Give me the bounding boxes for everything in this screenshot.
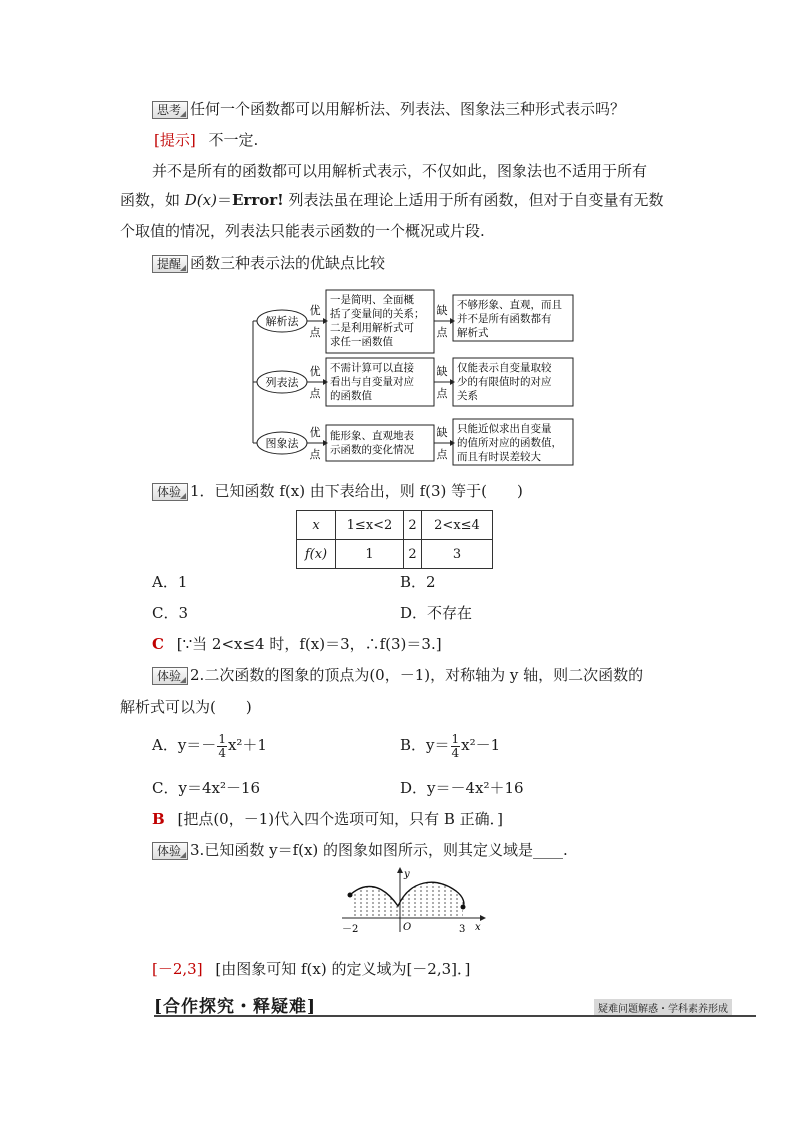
think-para-line3: 个取值的情况，列表法只能表示函数的一个概况或片段. bbox=[120, 222, 485, 240]
svg-text:求任一函数值: 求任一函数值 bbox=[330, 336, 393, 348]
svg-text:一是简明、全面概: 一是简明、全面概 bbox=[330, 294, 414, 306]
ex3-stem: 体验 3.已知函数 y＝f(x) 的图象如图所示，则其定义域是____. bbox=[152, 840, 568, 860]
svg-text:而且有时误差较大: 而且有时误差较大 bbox=[457, 451, 541, 463]
svg-text:仅能表示自变量取较: 仅能表示自变量取较 bbox=[457, 362, 552, 374]
ex1-option-d: D．不存在 bbox=[400, 604, 473, 622]
table-row: f(x) 1 2 3 bbox=[297, 540, 493, 569]
svg-text:括了变量间的关系；: 括了变量间的关系； bbox=[330, 308, 425, 320]
ex1-option-b: B．2 bbox=[400, 573, 436, 591]
ex2-answer: B [把点(0，－1)代入四个选项可知，只有 B 正确．] bbox=[152, 810, 504, 828]
think-question: 思考 任何一个函数都可以用解析法、列表法、图象法三种形式表示吗？ bbox=[152, 99, 625, 119]
svg-text:点: 点 bbox=[309, 387, 321, 400]
svg-text:不够形象、直观，而且: 不够形象、直观，而且 bbox=[457, 299, 562, 311]
domain-graph bbox=[340, 866, 490, 938]
svg-text:缺: 缺 bbox=[436, 426, 448, 439]
section-title: [合作探究・释疑难] bbox=[154, 997, 317, 1017]
svg-text:优: 优 bbox=[309, 365, 321, 378]
svg-text:O: O bbox=[403, 922, 412, 933]
remind-title: 提醒 函数三种表示法的优缺点比较 bbox=[152, 253, 385, 273]
ex1-tag: 体验 bbox=[152, 483, 188, 501]
ex2-stem-line1: 体验 2.二次函数的图象的顶点为(0，－1)，对称轴为 y 轴，则二次函数的 bbox=[152, 665, 643, 685]
table-row: x 1≤x<2 2 2<x≤4 bbox=[297, 511, 493, 540]
ex1-answer: C [∵当 2<x≤4 时，f(x)＝3，∴f(3)＝3.] bbox=[152, 635, 442, 653]
ex2-tag: 体验 bbox=[152, 667, 188, 685]
svg-text:－2: －2 bbox=[342, 924, 359, 935]
svg-text:点: 点 bbox=[436, 387, 448, 400]
section-rule bbox=[154, 1015, 756, 1017]
svg-text:关系: 关系 bbox=[457, 390, 478, 402]
svg-text:示函数的变化情况: 示函数的变化情况 bbox=[330, 444, 414, 456]
svg-text:缺: 缺 bbox=[436, 304, 448, 317]
ex2-option-b: B．y＝ $\frac{1}{4}$ x²－1 bbox=[400, 731, 501, 760]
ex3-tag: 体验 bbox=[152, 842, 188, 860]
svg-text:x: x bbox=[475, 922, 481, 933]
svg-text:的函数值: 的函数值 bbox=[330, 390, 372, 402]
svg-text:不需计算可以直接: 不需计算可以直接 bbox=[330, 362, 414, 374]
ex2-option-d: D．y＝－4x²＋16 bbox=[400, 779, 524, 797]
right-endpoint bbox=[461, 905, 466, 910]
think-para-line1: 并不是所有的函数都可以用解析式表示，不仅如此，图象法也不适用于所有 bbox=[152, 162, 648, 180]
section-hint: 疑难问题解惑・学科素养形成 bbox=[594, 999, 732, 1016]
svg-text:y: y bbox=[404, 869, 410, 880]
ex3-answer: [－2,3] [由图象可知 f(x) 的定义域为[－2,3]．] bbox=[152, 960, 471, 978]
svg-text:点: 点 bbox=[436, 326, 448, 339]
svg-text:优: 优 bbox=[309, 304, 321, 317]
think-hint: [提示] 不一定. bbox=[154, 131, 259, 149]
svg-text:缺: 缺 bbox=[436, 365, 448, 378]
svg-text:点: 点 bbox=[436, 448, 448, 461]
svg-text:能形象、直观地表: 能形象、直观地表 bbox=[330, 430, 414, 442]
method-name-analytic: 解析法 bbox=[265, 315, 299, 328]
svg-text:并不是所有函数都有: 并不是所有函数都有 bbox=[457, 313, 552, 325]
ex2-option-c: C．y＝4x²－16 bbox=[152, 779, 261, 797]
svg-text:二是利用解析式可: 二是利用解析式可 bbox=[330, 322, 414, 334]
svg-text:点: 点 bbox=[309, 448, 321, 461]
ex1-stem: 体验 1．已知函数 f(x) 由下表给出，则 f(3) 等于( ) bbox=[152, 481, 523, 501]
ex1-option-c: C．3 bbox=[152, 604, 189, 622]
comparison-diagram bbox=[0, 0, 794, 480]
left-endpoint bbox=[348, 893, 353, 898]
remind-tag: 提醒 bbox=[152, 255, 188, 273]
ex2-stem-line2: 解析式可以为( ) bbox=[120, 698, 252, 716]
svg-text:解析式: 解析式 bbox=[457, 327, 489, 339]
ex1-option-a: A．1 bbox=[152, 573, 188, 591]
svg-text:优: 优 bbox=[309, 426, 321, 439]
function-table bbox=[296, 510, 493, 569]
think-tag: 思考 bbox=[152, 101, 188, 119]
method-name-list: 列表法 bbox=[265, 376, 299, 389]
method-name-graph: 图象法 bbox=[265, 437, 299, 450]
svg-text:3: 3 bbox=[459, 924, 466, 935]
svg-text:看出与自变量对应: 看出与自变量对应 bbox=[330, 376, 414, 388]
svg-text:只能近似求出自变量: 只能近似求出自变量 bbox=[457, 423, 552, 435]
svg-text:的值所对应的函数值，: 的值所对应的函数值， bbox=[457, 437, 562, 449]
think-para-line2: 函数，如 D(x)＝Error! 列表法虽在理论上适用于所有函数，但对于自变量有无数 bbox=[120, 191, 664, 209]
svg-text:点: 点 bbox=[309, 326, 321, 339]
ex2-option-a: A．y＝－ $\frac{1}{4}$ x²＋1 bbox=[152, 731, 267, 760]
svg-text:少的有限值时的对应: 少的有限值时的对应 bbox=[457, 376, 552, 388]
